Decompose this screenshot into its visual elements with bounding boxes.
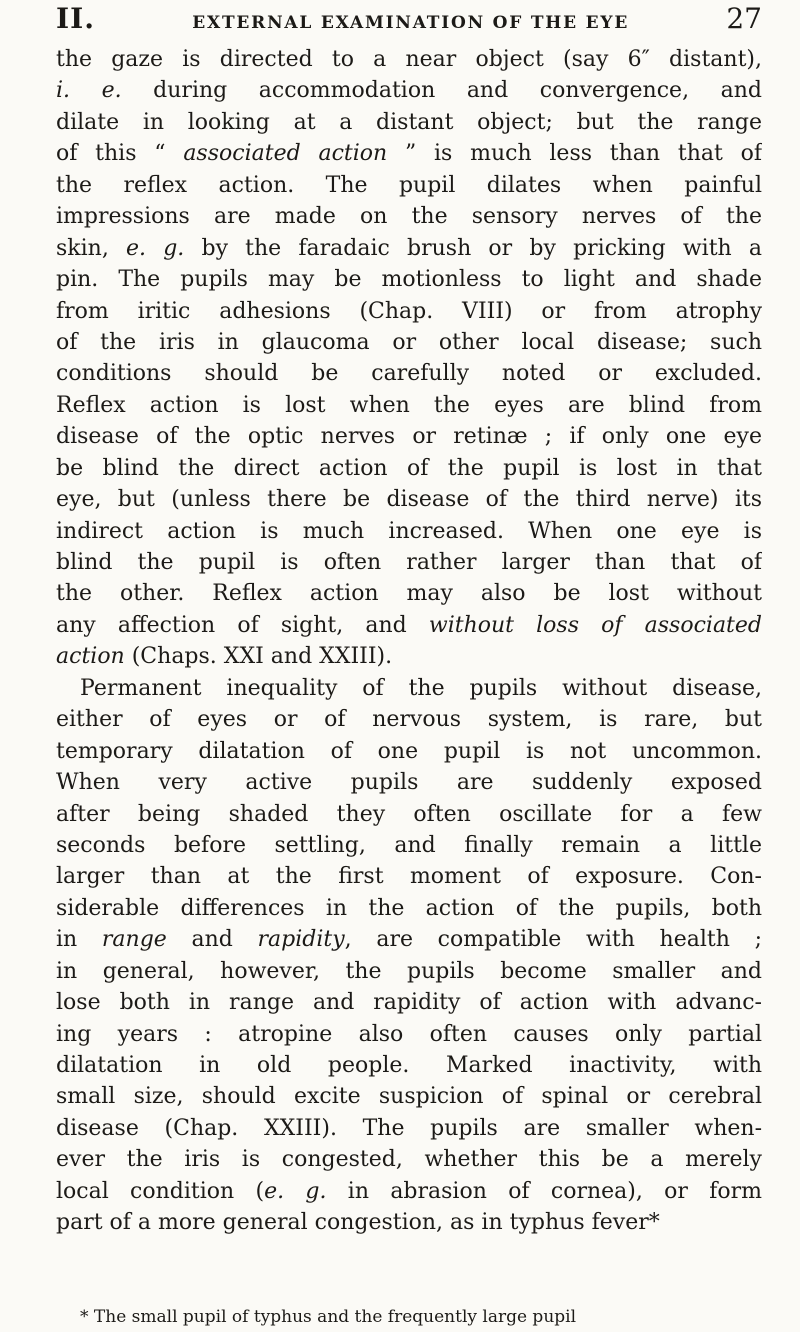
text-line: dilatation in old people. Marked inactivity, with bbox=[56, 1053, 762, 1078]
text-line: disease of the optic nerves or retinæ ; if only one eye bbox=[56, 424, 762, 450]
text-line: Permanent inequality of the pupils without disease, bbox=[80, 675, 762, 701]
text-line: skin, e. g. by the faradaic brush or by pricking with a bbox=[56, 235, 762, 261]
body-text bbox=[56, 44, 762, 1239]
text-line: part of a more general congestion, as in typhus fever* bbox=[56, 1210, 660, 1236]
text-line: eye, but (unless there be disease of the third nerve) its bbox=[56, 487, 762, 513]
text-line: blind the pupil is often rather larger than that of bbox=[56, 550, 762, 575]
section-number: II. bbox=[56, 2, 95, 35]
text-line: of this “ associated action ” is much less than that of bbox=[56, 141, 762, 167]
text-line: from iritic adhesions (Chap. VIII) or from atrophy bbox=[56, 298, 762, 324]
running-title: EXTERNAL EXAMINATION OF THE EYE bbox=[192, 13, 630, 33]
italic-phrase: e. g. bbox=[126, 235, 185, 261]
footnote: * The small pupil of typhus and the frequently large pupil bbox=[80, 1307, 577, 1327]
page-number: 27 bbox=[726, 2, 762, 35]
text-line: either of eyes or of nervous system, is rare, but bbox=[56, 707, 762, 733]
italic-phrase: without loss of associated bbox=[428, 612, 762, 638]
text-line: local condition (e. g. in abrasion of cornea), or form bbox=[56, 1178, 762, 1204]
text-line: impressions are made on the sensory nerves of the bbox=[56, 204, 762, 230]
text-line: ever the iris is congested, whether this be a merely bbox=[56, 1147, 762, 1173]
text-line: the reflex action. The pupil dilates when painful bbox=[56, 172, 762, 198]
text-line: lose both in range and rapidity of action with advanc- bbox=[56, 990, 762, 1016]
text-line: siderable differences in the action of the pupils, both bbox=[56, 895, 762, 921]
text-line: When very active pupils are suddenly exposed bbox=[56, 770, 762, 796]
text-line: after being shaded they often oscillate for a few bbox=[56, 801, 762, 827]
italic-phrase: e. g. bbox=[264, 1178, 327, 1204]
text-line: the gaze is directed to a near object (say 6″ distant), bbox=[56, 47, 762, 72]
text-line: small size, should excite suspicion of spinal or cerebral bbox=[56, 1084, 762, 1110]
text-line: action (Chaps. XXI and XXIII). bbox=[56, 644, 393, 670]
text-line: seconds before settling, and finally remain a little bbox=[56, 832, 762, 858]
text-line: i. e. during accommodation and convergence, and bbox=[56, 78, 762, 104]
italic-phrase: rapidity bbox=[257, 927, 345, 953]
italic-phrase: action bbox=[56, 644, 125, 670]
text-line: disease (Chap. XXIII). The pupils are smaller when- bbox=[56, 1115, 762, 1141]
text-line: of the iris in glaucoma or other local disease; such bbox=[56, 329, 762, 355]
text-line: larger than at the first moment of exposure. Con- bbox=[56, 864, 762, 890]
text-line: in range and rapidity, are compatible with health ; bbox=[56, 927, 762, 953]
text-line: pin. The pupils may be motionless to light and shade bbox=[56, 267, 762, 293]
text-line: indirect action is much increased. When one eye is bbox=[56, 518, 762, 544]
text-line: the other. Reflex action may also be lost without bbox=[56, 581, 762, 607]
text-line: ing years : atropine also often causes only partial bbox=[56, 1021, 762, 1047]
text-line: be blind the direct action of the pupil is lost in that bbox=[56, 455, 762, 481]
text-line: conditions should be carefully noted or excluded. bbox=[56, 361, 762, 387]
italic-phrase: range bbox=[101, 927, 167, 953]
italic-phrase: i. e. bbox=[56, 78, 122, 104]
page-header bbox=[56, 2, 762, 36]
text-line: Reflex action is lost when the eyes are blind from bbox=[56, 392, 762, 418]
text-line: temporary dilatation of one pupil is not uncommon. bbox=[56, 738, 762, 764]
text-line: dilate in looking at a distant object; but the range bbox=[56, 109, 762, 135]
text-line: any affection of sight, and without loss of associated bbox=[56, 612, 762, 638]
text-line: in general, however, the pupils become smaller and bbox=[56, 958, 762, 984]
italic-phrase: associated action bbox=[183, 141, 388, 167]
